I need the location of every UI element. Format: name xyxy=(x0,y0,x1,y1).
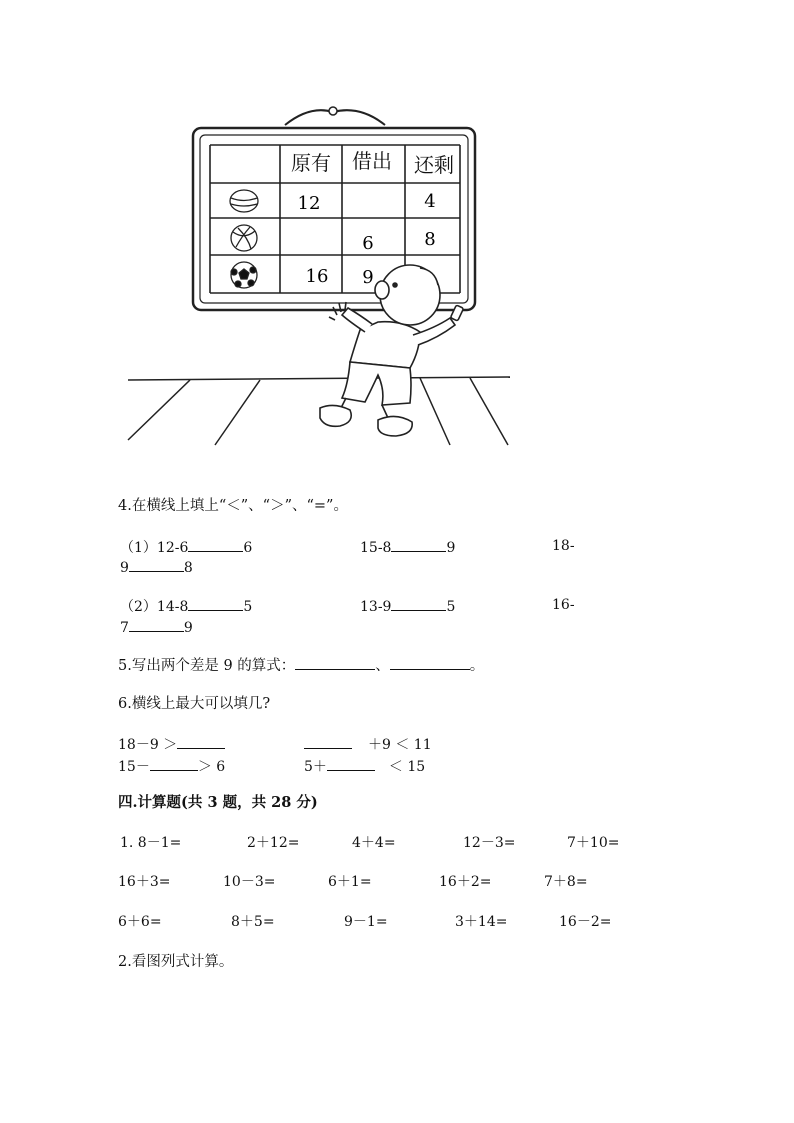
calc-item: 7＋8= xyxy=(544,874,588,890)
q6-r1b-after: ＋9 ＜ 11 xyxy=(368,737,432,753)
q4-2a-expr: （2）14-8 xyxy=(120,599,189,615)
board-cell: 4 xyxy=(424,191,436,212)
q5-blank-2[interactable] xyxy=(390,655,470,670)
q6-r2a-after: ＞ 6 xyxy=(197,759,226,775)
q4-1a-blank[interactable] xyxy=(188,537,243,552)
q6-r1a-expr: 18－9 ＞ xyxy=(118,737,178,753)
calc-item: 16＋2= xyxy=(439,874,492,890)
q5-sep: 、 xyxy=(375,658,390,674)
q4-1b-after: 9 xyxy=(446,540,456,556)
q4-1b-expr: 15-8 xyxy=(360,540,392,556)
q4-1a-expr: （1）12-6 xyxy=(120,540,189,556)
calc-item: 16－2= xyxy=(559,914,612,930)
q6-r2b xyxy=(304,756,425,776)
q6-r2a xyxy=(118,756,225,776)
q5 xyxy=(118,655,484,675)
calc-item: 3＋14= xyxy=(455,914,508,930)
board-header-yuanyou: 原有 xyxy=(291,151,331,175)
board-cell: 12 xyxy=(297,193,321,214)
board-header-jiechu: 借出 xyxy=(352,149,392,173)
q4-1c-num: 9 xyxy=(120,560,129,576)
q4-2b-blank[interactable] xyxy=(391,596,446,611)
q4-1c xyxy=(120,557,193,577)
q6-r1a xyxy=(118,734,225,754)
q4-2c-after: 9 xyxy=(183,620,193,636)
calc-item: 10－3= xyxy=(223,874,276,890)
q4-2a xyxy=(120,596,252,616)
q4-2b-expr: 13-9 xyxy=(360,599,392,615)
board-header-haisheng: 还剩 xyxy=(414,153,454,177)
q5-end: 。 xyxy=(469,658,485,674)
calc-item: 16＋3= xyxy=(118,874,171,890)
q4-1a-after: 6 xyxy=(243,540,253,556)
q4-1a xyxy=(120,537,252,557)
q5-title: 5.写出两个差是 9 的算式： xyxy=(118,658,296,674)
calc-item: 1. 8－1= xyxy=(120,835,182,851)
q4-1c-start: 18- xyxy=(552,538,575,554)
q4-1b xyxy=(360,537,455,557)
q6-r1a-blank[interactable] xyxy=(177,734,225,749)
q4-2a-blank[interactable] xyxy=(188,596,243,611)
calc-item: 7＋10= xyxy=(567,835,620,851)
calc-q2-title: 2.看图列式计算。 xyxy=(118,954,234,970)
q6-r2b-after: ＜ 15 xyxy=(388,759,426,775)
q6-r2a-blank[interactable] xyxy=(150,756,198,771)
calc-item: 12－3= xyxy=(463,835,516,851)
calc-item: 6＋1= xyxy=(328,874,372,890)
calc-item: 6＋6= xyxy=(118,914,162,930)
q4-title: 4.在横线上填上“＜”、“＞”、“=”。 xyxy=(118,498,348,514)
floor xyxy=(128,377,510,445)
board-cell: 16 xyxy=(305,266,329,287)
section4-heading: 四.计算题(共 3 题，共 28 分) xyxy=(118,794,318,811)
q4-2c-blank[interactable] xyxy=(129,617,184,632)
board-cell: 6 xyxy=(362,233,374,254)
calc-item: 4＋4= xyxy=(352,835,396,851)
q6-r1b-blank[interactable] xyxy=(304,734,352,749)
q4-1c-after: 8 xyxy=(183,560,193,576)
board-cell: 8 xyxy=(424,229,436,250)
calc-item: 8＋5= xyxy=(231,914,275,930)
q5-blank-1[interactable] xyxy=(295,655,375,670)
q4-1c-blank[interactable] xyxy=(129,557,184,572)
q6-r2a-expr: 15－ xyxy=(118,759,150,775)
q4-2b xyxy=(360,596,455,616)
q4-2a-after: 5 xyxy=(243,599,253,615)
q4-2c xyxy=(120,617,193,637)
q6-r2b-expr: 5＋ xyxy=(304,759,327,775)
calc-item: 2＋12= xyxy=(247,835,300,851)
q6-r2b-blank[interactable] xyxy=(327,756,375,771)
q6-r1b xyxy=(304,734,432,754)
board-illustration xyxy=(120,100,520,450)
q4-2b-after: 5 xyxy=(446,599,456,615)
calc-item: 9－1= xyxy=(344,914,388,930)
q4-2c-start: 16- xyxy=(552,597,575,613)
q4-2c-num: 7 xyxy=(120,620,129,636)
q4-1b-blank[interactable] xyxy=(391,537,446,552)
board-cell: 9 xyxy=(362,267,374,288)
soccer-ball-icon xyxy=(231,262,257,288)
q6-title: 6.横线上最大可以填几? xyxy=(118,696,271,712)
